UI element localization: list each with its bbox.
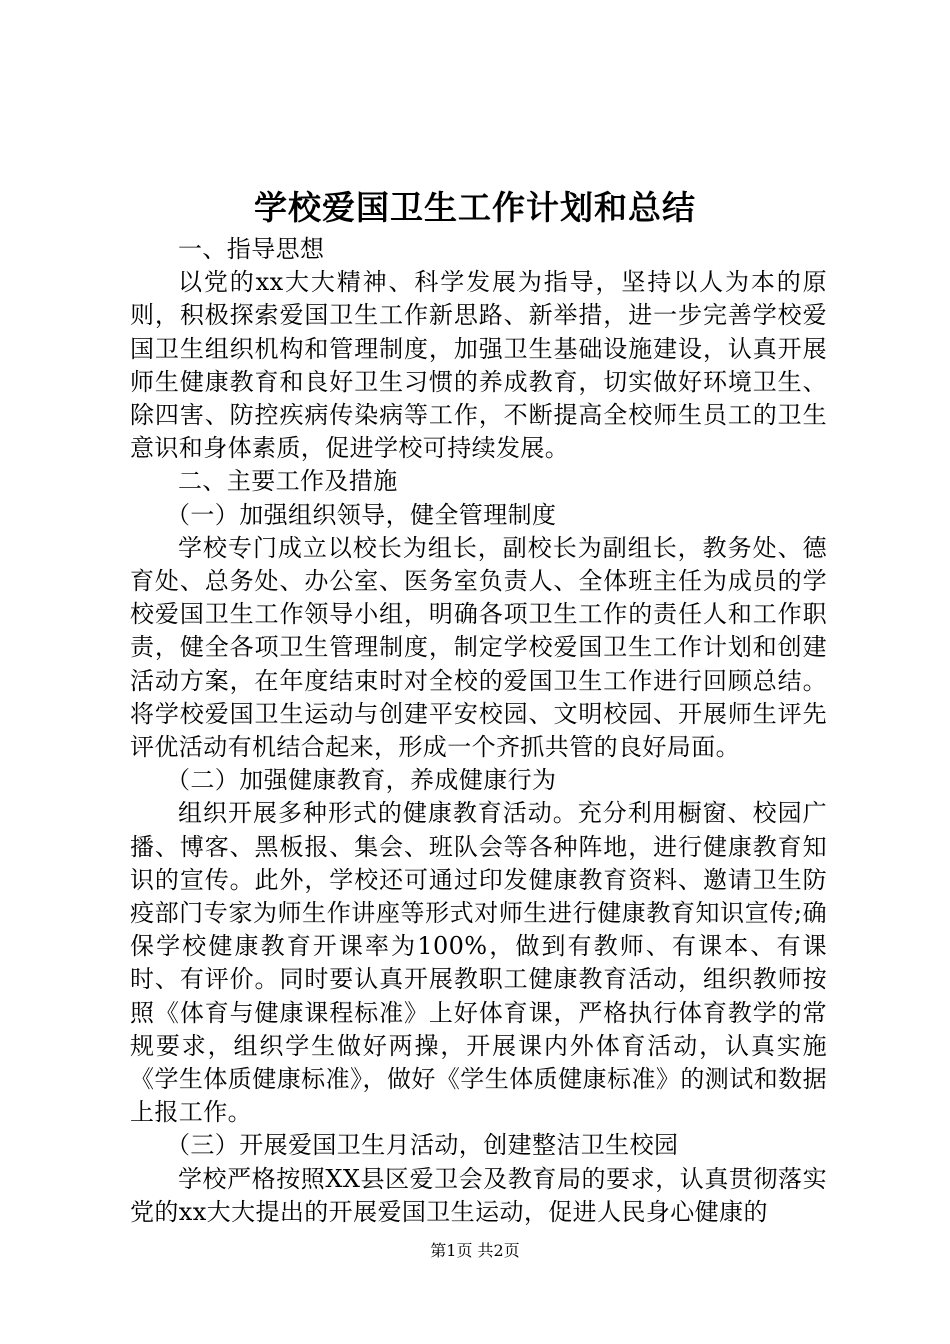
page-number-footer: 第1页 共2页	[430, 1241, 520, 1260]
document-body	[130, 233, 827, 1229]
section-heading-guiding-ideology: 一、指导思想	[178, 235, 325, 263]
paragraph-hygiene-month: 学校严格按照XX县区爱卫会及教育局的要求，认真贯彻落实党的xx大大提出的开展爱国卫生运动，促进人民身心健康的	[130, 1164, 827, 1226]
paragraph-health-education: 组织开展多种形式的健康教育活动。充分利用橱窗、校园广播、博客、黑板报、集会、班队会等各种阵地，进行健康教育知识的宣传。此外，学校还可通过印发健康教育资料、邀请卫生防疫部门专家为师生作讲座等形式对师生进行健康教育知识宣传;确保学校健康教育开课率为100%，做到有教师、有课本、有课时、有评价。同时要认真开展教职工健康教育活动，组织教师按照《体育与健康课程标准》上好体育课，严格执行体育教学的常规要求，组织学生做好两操，开展课内外体育活动，认真实施《学生体质健康标准》，做好《学生体质健康标准》的测试和数据上报工作。	[130, 799, 827, 1127]
section-heading-main-work: 二、主要工作及措施	[178, 467, 398, 496]
subsection-heading-hygiene-month: （三）开展爱国卫生月活动，创建整洁卫生校园	[166, 1131, 679, 1160]
document-title: 学校爱国卫生工作计划和总结	[254, 188, 696, 227]
paragraph-organization: 学校专门成立以校长为组长，副校长为副组长，教务处、德育处、总务处、办公室、医务室负责人、全体班主任为成员的学校爱国卫生工作领导小组，明确各项卫生工作的责任人和工作职责，健全各项卫生管理制度，制定学校爱国卫生工作计划和创建活动方案，在年度结束时对全校的爱国卫生工作进行回顾总结。将学校爱国卫生运动与创建平安校园、文明校园、开展师生评先评优活动有机结合起来，形成一个齐抓共管的良好局面。	[130, 533, 827, 762]
paragraph-guiding-ideology: 以党的xx大大精神、科学发展为指导，坚持以人为本的原则，积极探索爱国卫生工作新思路、新举措，进一步完善学校爱国卫生组织机构和管理制度，加强卫生基础设施建设，认真开展师生健康教育和良好卫生习惯的养成教育，切实做好环境卫生、除四害、防控疾病传染病等工作，不断提高全校师生员工的卫生意识和身体素质，促进学校可持续发展。	[130, 268, 827, 463]
subsection-heading-organization: （一）加强组织领导，健全管理制度	[166, 500, 557, 529]
subsection-heading-health-education: （二）加强健康教育，养成健康行为	[166, 766, 557, 795]
